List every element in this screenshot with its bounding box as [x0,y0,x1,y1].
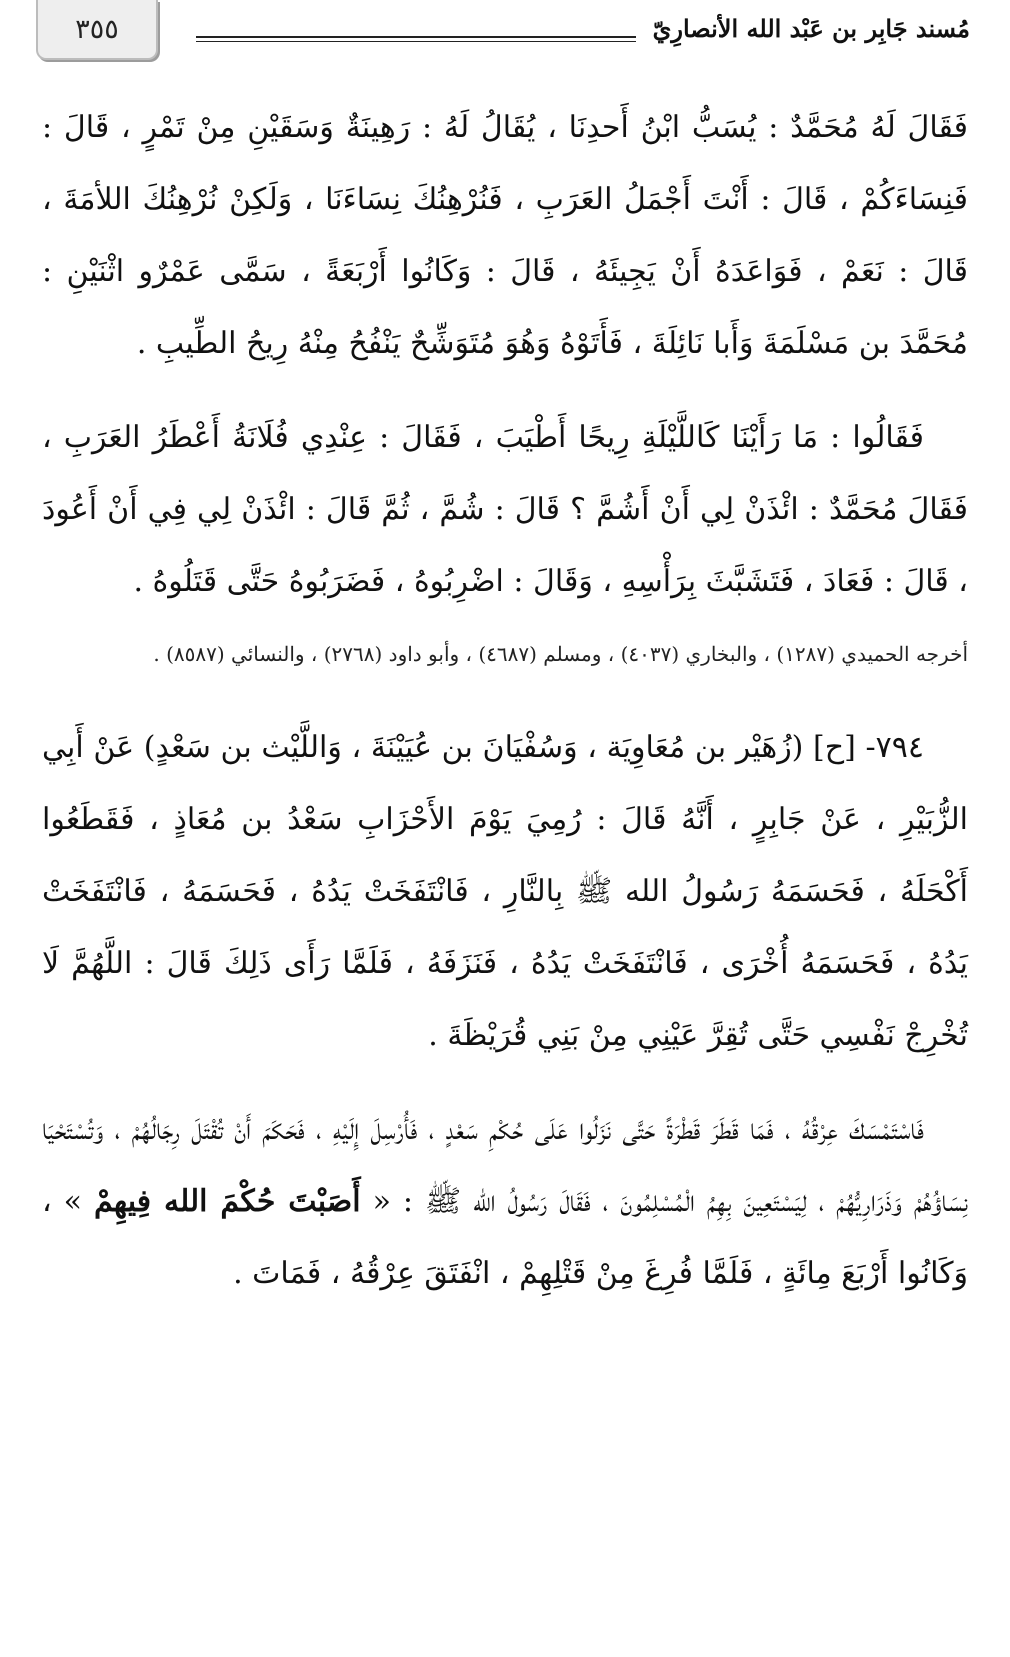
page-number-tab [36,0,158,60]
section-gap [42,678,968,712]
page-header [36,0,970,64]
page-number: ٣٥٥ [75,13,119,45]
running-title: مُسند جَابِر بن عَبْد الله الأنصارِيّ [652,14,970,43]
hadith-text: فَاسْتَمْسَكَ عِرْقُهُ ، فَمَا قَطَرَ قَطْرَةً حَتَّى نَزَلُوا عَلَى حُكْمِ سَعْدٍ ، فَأُرْسِلَ إِلَيْهِ ، فَحَكَمَ أَنْ تُقْتَلَ رِجَالُهُمْ ، وَتُسْتَحْيَا نِسَاؤُهُمْ وَذَرَارِيُّهُمْ ، لِيَسْتَعِينَ بِهِمُ الْمُسْلِمُونَ ، فَقَالَ رَسُولُ الله ﷺ : « [42,1112,969,1219]
header-rule [196,36,636,38]
hadith-continuation-paragraph-2: فَقَالُوا : مَا رَأَيْنَا كَاللَّيْلَةِ رِيحًا أَطْيَبَ ، فَقَالَ : عِنْدِي فُلَانَةُ أَعْطَرُ العَرَبِ ، فَقَالَ مُحَمَّدٌ : ائْذَنْ لِي أَنْ أَشُمَّ ؟ قَالَ : شُمَّ ، ثُمَّ قَالَ : ائْذَنْ لِي فِي أَنْ أَعُودَ ، قَالَ : فَعَادَ ، فَتَشَبَّثَ بِرَأْسِهِ ، وَقَالَ : اضْرِبُوهُ ، فَضَرَبُوهُ حَتَّى قَتَلُوهُ . [42,420,968,599]
hadith-794-paragraph: ٧٩٤- [ح] (زُهَيْر بن مُعَاوِيَة ، وَسُفْيَانَ بن عُيَيْنَةَ ، وَاللَّيْث بن سَعْدٍ) عَنْ أَبِي الزُّبَيْرِ ، عَنْ جَابِرٍ ، أَنَّهُ قَالَ : رُمِيَ يَوْمَ الأَحْزَابِ سَعْدُ بن مُعَاذٍ ، فَقَطَعُوا أَكْحَلَهُ ، فَحَسَمَهُ رَسُولُ الله ﷺ بِالنَّارِ ، فَانْتَفَخَتْ يَدُهُ ، فَحَسَمَهُ ، فَانْتَفَخَتْ يَدُهُ ، فَحَسَمَهُ أُخْرَى ، فَانْتَفَخَتْ يَدُهُ ، فَنَزَفَهُ ، فَلَمَّا رَأَى ذَلِكَ قَالَ : اللَّهُمَّ لَا تُخْرِجْ نَفْسِي حَتَّى تُقِرَّ عَيْنِي مِنْ بَنِي قُرَيْظَةَ . [42,730,969,1053]
header-rule-thin [196,41,636,42]
hadith-continuation-paragraph: فَقَالَ لَهُ مُحَمَّدٌ : يُسَبُّ ابْنُ أَحدِنَا ، يُقَالُ لَهُ : رَهِينَةٌ وَسَقَيْنِ مِنْ تَمْرٍ ، قَالَ : فَنِسَاءَكُمْ ، قَالَ : أَنْتَ أَجْمَلُ العَرَبِ ، فَنُرْهِنُكَ نِسَاءَنَا ، وَلَكِنْ نُرْهِنُكَ اللأمَةَ ، قَالَ : نَعَمْ ، فَوَاعَدَهُ أَنْ يَجِيئَهُ ، قَالَ : وَكَانُوا أَرْبَعَةً ، سَمَّى عَمْرٌو اثْنَيْنِ : مُحَمَّدَ بن مَسْلَمَةَ وَأَبا نَائِلَةَ ، فَأَتَوْهُ وَهُوَ مُتَوَشِّحٌ يَنْفُحُ مِنْهُ رِيحُ الطِّيبِ . [42,110,968,361]
takhrij-footnote: أخرجه الحميدي (١٢٨٧) ، والبخاري (٤٠٣٧) ، ومسلم (٤٦٨٧) ، وأبو داود (٢٧٦٨) ، والنسائي (٨٥٨٧) . [153,642,968,666]
hadith-text-end: » ، وَكَانُوا أَرْبَعَ مِائَةٍ ، فَلَمَّا فُرِغَ مِنْ قَتْلِهِمْ ، انْفَتَقَ عِرْقُهُ ، فَمَاتَ . [42,1184,968,1291]
prophetic-quote: أَصَبْتَ حُكْمَ الله فِيهِمْ [93,1184,361,1219]
hadith-794-paragraph-2 [42,1094,968,1310]
page-content [42,92,968,1310]
